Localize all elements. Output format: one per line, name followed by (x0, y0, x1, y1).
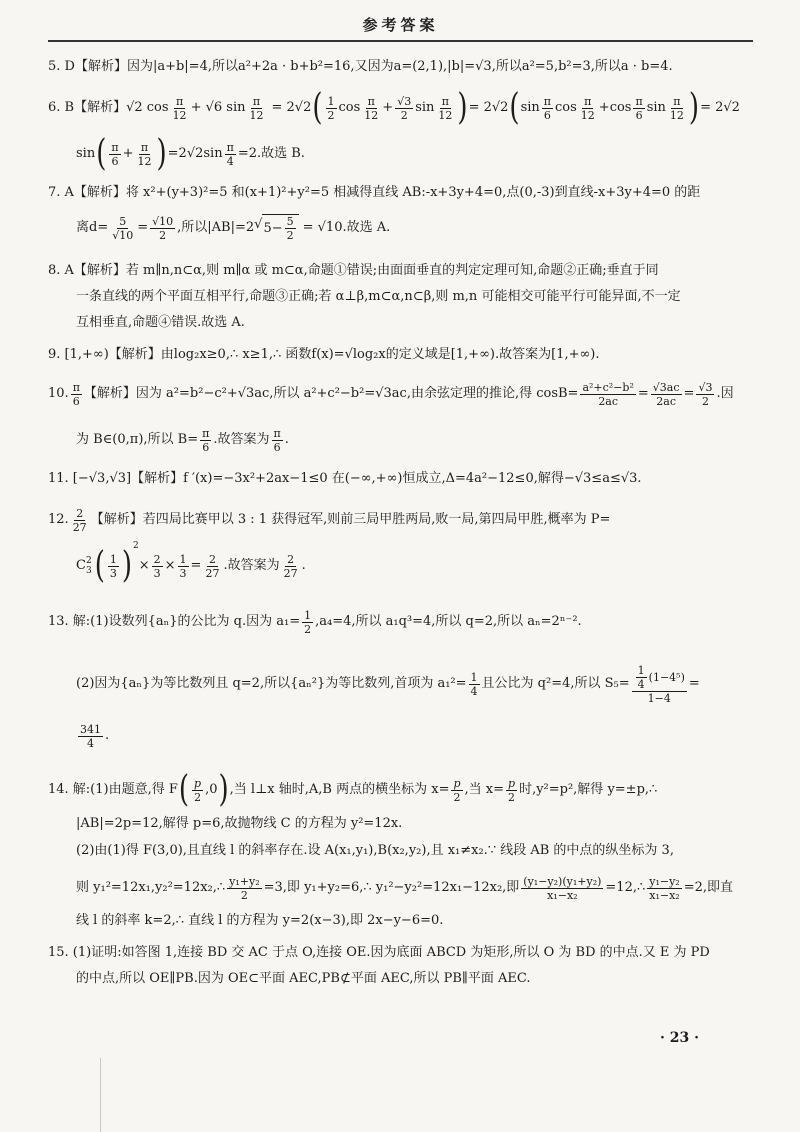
q12-prefix: 12. (48, 512, 69, 527)
q6-line2-start: sin (76, 146, 96, 161)
q14-line4 (48, 868, 753, 908)
q6-paren-open: ( (312, 87, 323, 129)
q12-frac-2-27: $\frac{2}{27}$ (72, 506, 87, 534)
q13-line3 (48, 716, 753, 756)
q6-frac-pi-12f: $\frac{\pi}{12}$ (669, 94, 684, 122)
q7-sqrt-radicand: 5− $\frac{5}{2}$ (262, 214, 298, 242)
q14-frac-p-2b: $\frac{p}{2}$ (453, 776, 461, 804)
q13-s5-num: $\frac{1}{4}$ (1−4⁵) (632, 664, 687, 692)
q6-frac-pi-12b: $\frac{\pi}{12}$ (249, 94, 264, 122)
q6-plus2: + (122, 146, 134, 161)
q10-line2-a: 为 B∈(0,π),所以 B= (76, 432, 199, 447)
q6-sin: sin (415, 100, 435, 115)
q13-line2-b: 且公比为 q²=4,所以 S₅= (481, 676, 630, 691)
q7-frac-5-sqrt10: $\frac{5}{√10}$ (112, 214, 134, 242)
q6-paren-open2: ( (509, 87, 520, 129)
question-6 (48, 88, 753, 174)
q12-paren-close: ) (121, 545, 132, 587)
q14-paren-close: ) (218, 769, 229, 811)
q13-line1-b: ,a₄=4,所以 a₁q³=4,所以 q=2,所以 aₙ=2ⁿ⁻². (315, 614, 582, 629)
answer-content (48, 52, 753, 992)
q6-line1 (48, 88, 753, 128)
q6-sin2: sin (646, 100, 666, 115)
q14-frac-p-2: $\frac{p}{2}$ (194, 776, 202, 804)
q10-line1-a: 【解析】因为 a²=b²−c²+√3ac,所以 a²+c²−b²=√3ac,由余弦定理的推论,得 cosB= (83, 386, 579, 401)
q14-line4-c: =12,∴ (605, 880, 646, 895)
q14-line2: |AB|=2p=12,解得 p=6,故抛物线 C 的方程为 y²=12x. (76, 816, 403, 831)
question-14 (48, 770, 753, 934)
question-9 (48, 344, 753, 366)
q6-line2-mid: =2√2sin (167, 146, 223, 161)
q6-cos-sp: cos (555, 100, 577, 115)
q13-line1 (48, 602, 753, 642)
q6-prefix: 6. B【解析】√2 cos (48, 100, 169, 115)
q6-frac-1-2: $\frac{1}{2}$ (327, 94, 335, 122)
q6-paren-close2: ) (688, 87, 700, 129)
q10-frac-pi-6b: $\frac{\pi}{6}$ (202, 426, 210, 454)
q12-line1: 【解析】若四局比赛甲以 3 : 1 获得冠军,则前三局甲胜两局,败一局,第四局甲胜,概率为 P= (90, 512, 611, 527)
q7-line2-c: ,所以|AB|=2 (177, 220, 255, 235)
margin-line (100, 1058, 101, 1132)
q12-eq: = (190, 558, 202, 573)
q12-line1 (48, 500, 753, 540)
q6-sin-paren: sin (520, 100, 540, 115)
q14-line1-b: ,0 (205, 782, 218, 797)
q7-line2 (48, 208, 753, 248)
q13-line2-a: (2)因为{aₙ}为等比数列且 q=2,所以{aₙ²}为等比数列,首项为 a₁²= (76, 676, 467, 691)
q14-line5: 线 l 的斜率 k=2,∴ 直线 l 的方程为 y=2(x−3),即 2x−y−6=0. (76, 913, 444, 928)
q13-line2 (48, 656, 753, 712)
q10-frac1: $\frac{\text{a²+c²−b²}}{2ac}$ (582, 380, 634, 408)
q14-line4-b: =3,即 y₁+y₂=6,∴ y₁²−y₂²=12x₁−12x₂,即 (263, 880, 520, 895)
q12-paren-open: ( (94, 545, 105, 587)
q10-frac-pi-6c: $\frac{\pi}{6}$ (273, 426, 281, 454)
q6-eq-2sqrt2: = 2√2 (271, 100, 312, 115)
q14-line1-e: 时,y²=p²,解得 y=±p,∴ (519, 782, 658, 797)
q10-eq1: = (637, 386, 649, 401)
q13-frac-1-2: $\frac{1}{2}$ (304, 608, 312, 636)
q7-line2-a: 离d= (76, 220, 109, 235)
page-number: · 23 · (660, 1030, 699, 1046)
q6-paren-close3: ) (156, 133, 167, 175)
question-15 (48, 940, 753, 992)
q12-line2-a: C (76, 558, 86, 573)
q14-frac-p-2c: $\frac{p}{2}$ (508, 776, 516, 804)
q14-line1-d: ,当 x= (464, 782, 505, 797)
q6-eq-2sqrt2c: = 2√2 (700, 100, 740, 115)
q11-line1: 11. [−√3,√3]【解析】f ′(x)=−3x²+2ax−1≤0 在(−∞,+∞)恒成立,Δ=4a²−12≤0,解得−√3≤a≤√3. (48, 471, 642, 486)
q7-frac-5-2: $\frac{5}{2}$ (286, 215, 294, 242)
q12-line2-c: . (301, 558, 306, 573)
q13-dot: . (105, 728, 110, 743)
q14-frac-slope: $\frac{\text{y₁−y₂}}{\text{x₁−x₂}}$ (649, 874, 680, 902)
q8-line3: 互相垂直,命题④错误.故选 A. (76, 315, 245, 330)
q12-frac-1-3b: $\frac{1}{3}$ (179, 552, 187, 580)
q12-times2: × (164, 558, 176, 573)
q6-frac-pi-6b: $\frac{\pi}{6}$ (635, 94, 643, 122)
question-13 (48, 602, 753, 756)
q6-frac-sqrt3-2: $\frac{√3}{2}$ (397, 94, 412, 122)
q6-paren-close: ) (457, 87, 468, 129)
q5-line1: 5. D【解析】因为|a+b|=4,所以a²+2a · b+b²=16,又因为a=(2,1),|b|=√3,所以a²=5,b²=3,所以a · b=4. (48, 59, 673, 74)
q6-frac-pi-12g: $\frac{\pi}{12}$ (137, 140, 152, 168)
page-header-title: 参考答案 (362, 16, 439, 34)
q6-plus-sqrt6-sin: + √6 sin (190, 100, 246, 115)
q14-line1 (48, 770, 753, 810)
q7-frac-sqrt10-2: $\frac{√10}{2}$ (152, 214, 174, 242)
q6-paren-open3: ( (96, 133, 107, 175)
question-10 (48, 374, 753, 460)
q12-frac-2-3: $\frac{2}{3}$ (153, 552, 161, 580)
q14-line4-a: 则 y₁²=12x₁,y₂²=12x₂,∴ (76, 880, 226, 895)
question-7 (48, 182, 753, 248)
q6-plus: + (382, 100, 394, 115)
q14-frac-product: $\frac{\text{(y₁−y₂)(y₁+y₂)}}{\text{x₁−x₂}}$ (523, 874, 602, 902)
q10-line1 (48, 374, 753, 414)
q7-line2-d: = √10.故选 A. (302, 220, 391, 235)
q7-line1: 7. A【解析】将 x²+(y+3)²=5 和(x+1)²+y²=5 相减得直线 AB:-x+3y+4=0,点(0,-3)到直线-x+3y+4=0 的距 (48, 185, 701, 200)
q12-times1: × (138, 558, 150, 573)
q13-line1-a: 13. 解:(1)设数列{aₙ}的公比为 q.因为 a₁= (48, 614, 301, 629)
q14-line1-a: 14. 解:(1)由题意,得 F (48, 782, 178, 797)
q13-s5-inner-frac: $\frac{1}{4}$ (637, 663, 645, 691)
q14-line3: (2)由(1)得 F(3,0),且直线 l 的斜率存在.设 A(x₁,y₁),B(x₂,y₂),且 x₁≠x₂.∵ 线段 AB 的中点的纵坐标为 3, (76, 843, 674, 858)
q10-eq2: = (683, 386, 695, 401)
q6-frac-pi-6c: $\frac{\pi}{6}$ (111, 140, 119, 168)
q10-line2-c: . (284, 432, 289, 447)
q13-frac-341-4: $\frac{341}{4}$ (80, 722, 101, 750)
q6-plus-cos: +cos (598, 100, 632, 115)
q10-frac-pi-6: $\frac{\pi}{6}$ (72, 380, 80, 408)
q6-frac-pi-12d: $\frac{\pi}{12}$ (438, 94, 453, 122)
q12-frac-2-27c: $\frac{2}{27}$ (283, 552, 298, 580)
q12-line2: C 2 3 ( $\frac{1}{3}$ ) 2 × $\frac{2}{3}$ × $\frac{1}{3}$ = $\frac{2}{27}$ .故答案为 $\frac{2}{27}$ . (76, 541, 306, 587)
q14-line1-c: ,当 l⊥x 轴时,A,B 两点的横坐标为 x= (229, 782, 450, 797)
q8-line2: 一条直线的两个平面互相平行,命题③正确;若 α⊥β,m⊂α,n⊂β,则 m,n 可能相交可能平行可能异面,不一定 (76, 289, 681, 304)
question-5 (48, 56, 753, 78)
q6-frac-pi-6: $\frac{\pi}{6}$ (543, 94, 552, 122)
q12-frac-1-3: $\frac{1}{3}$ (109, 552, 117, 580)
q7-sqrt: √ 5− $\frac{5}{2}$ (254, 214, 298, 242)
question-11 (48, 468, 753, 490)
header-rule (48, 40, 753, 42)
q14-paren-open: ( (178, 769, 190, 811)
q10-frac3: $\frac{√3}{2}$ (698, 380, 713, 408)
q6-line2-end: =2.故选 B. (237, 146, 305, 161)
q12-frac-2-27b: $\frac{2}{27}$ (205, 552, 220, 580)
question-8 (48, 258, 753, 336)
q14-frac-sum-2: $\frac{\text{y₁+y₂}}{2}$ (229, 874, 260, 902)
q12-c-scripts: 2 3 (85, 556, 92, 576)
q10-prefix: 10. (48, 386, 69, 401)
q7-line2-b: = (137, 220, 149, 235)
q12-line2-b: .故答案为 (223, 558, 280, 573)
q6-frac-pi-4: $\frac{\pi}{4}$ (226, 140, 234, 168)
q13-s5-frac: $\frac{1}{4}$ (1−4⁵) 1−4 (632, 664, 687, 705)
q10-line1-b: .因 (716, 386, 734, 401)
q6-eq-2sqrt2b: = 2√2 (468, 100, 509, 115)
q13-frac-1-4: $\frac{1}{4}$ (470, 670, 478, 698)
q10-line2-b: .故答案为 (213, 432, 270, 447)
q6-line2 (48, 134, 753, 174)
q15-line2: 的中点,所以 OE∥PB.因为 OE⊂平面 AEC,PB⊄平面 AEC,所以 PB∥平面 AEC. (76, 971, 531, 986)
q15-line1: 15. (1)证明:如答图 1,连接 BD 交 AC 于点 O,连接 OE.因为底面 ABCD 为矩形,所以 O 为 BD 的中点.又 E 为 PD (48, 945, 710, 960)
q8-line1: 8. A【解析】若 m∥n,n⊂α,则 m∥α 或 m⊂α,命题①错误;由面面垂直的判定定理可知,命题②正确;垂直于同 (48, 263, 659, 278)
q9-line1: 9. [1,+∞)【解析】由log₂x≥0,∴ x≥1,∴ 函数f(x)=√log₂x的定义域是[1,+∞).故答案为[1,+∞). (48, 347, 600, 362)
q13-eq: = (688, 676, 700, 691)
q10-frac2: $\frac{√3ac}{2ac}$ (652, 380, 680, 408)
q14-line4-d: =2,即直 (683, 880, 734, 895)
q6-frac-pi-12e: $\frac{\pi}{12}$ (580, 94, 595, 122)
q6-cos: cos (338, 100, 361, 115)
question-12 (48, 500, 753, 586)
q10-line2 (48, 420, 753, 460)
q6-frac-pi-12: $\frac{\pi}{12}$ (172, 94, 187, 122)
q6-frac-pi-12c: $\frac{\pi}{12}$ (364, 94, 379, 122)
